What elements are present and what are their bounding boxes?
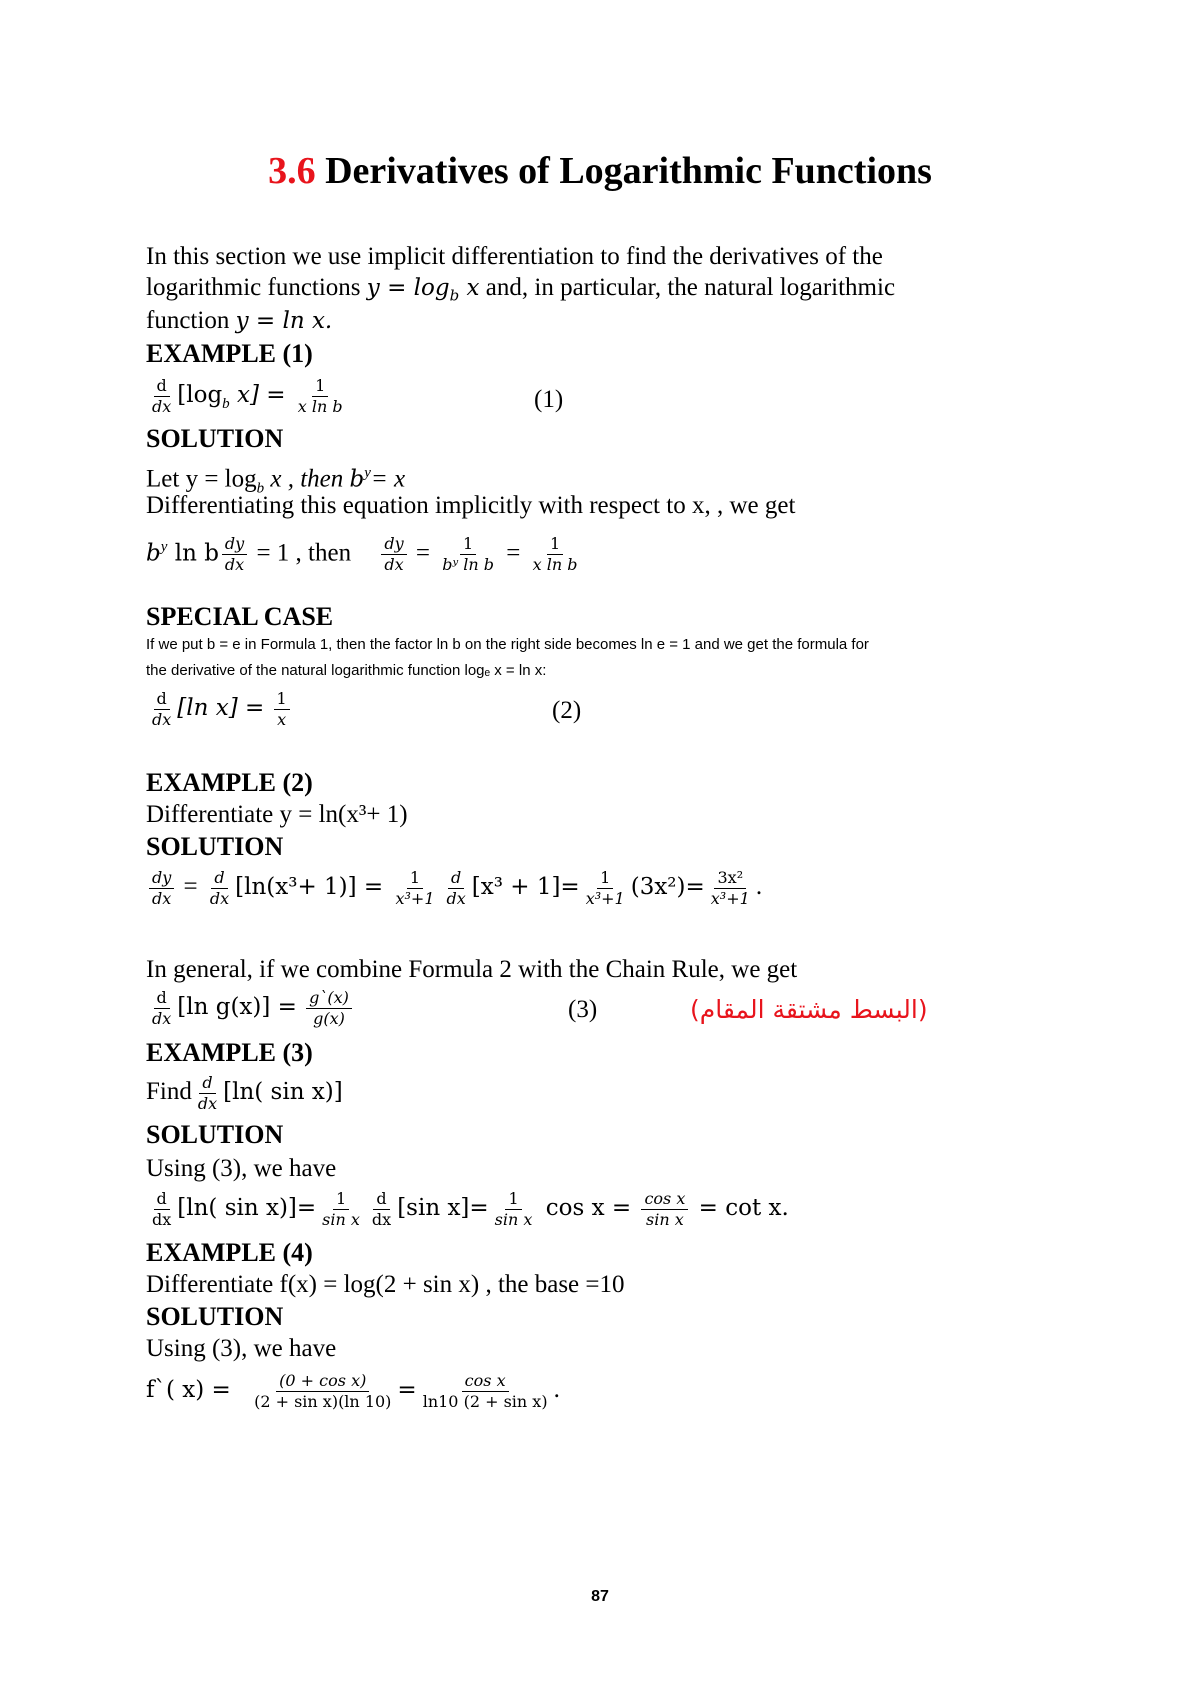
special-case-line-1: If we put b = e in Formula 1, then the factor ln b on the right side becomes ln e = 1 and we get the formula for bbox=[146, 636, 869, 653]
fraction: $\frac{1}{\text{bʸ ln b}}$ bbox=[442, 534, 495, 575]
fraction: $\frac{1}{\text{sin x}}$ bbox=[494, 1188, 533, 1229]
fraction: $\frac{d}{dx}$ bbox=[152, 1188, 172, 1229]
example-3-statement: Find $\frac{d}{dx}$ [ln( sin x)] bbox=[146, 1072, 343, 1113]
example-1-diff-text: Differentiating this equation implicitly with respect to x, , we get bbox=[146, 492, 796, 519]
equation-number-1: (1) bbox=[534, 386, 564, 413]
fraction: $\frac{d}{dx}$ bbox=[446, 867, 466, 908]
section-title-text: Derivatives of Logarithmic Functions bbox=[325, 150, 932, 192]
intro-line-1: In this section we use implicit differentiation to find the derivatives of the bbox=[146, 243, 883, 270]
page-number: 87 bbox=[591, 1588, 609, 1605]
fraction: $\frac{dy}{dx}$ bbox=[222, 534, 247, 575]
intro-line-3 bbox=[146, 306, 332, 336]
fraction: $\frac{1}{\text{x ln b}}$ bbox=[532, 534, 578, 575]
example-1-solution-heading: SOLUTION bbox=[146, 424, 284, 453]
formula-1: $\frac{d}{dx}$ [$\log_b$ x] = $\frac{1}{\text{x ln b}}$ bbox=[146, 370, 349, 429]
general-line: In general, if we combine Formula 2 with the Chain Rule, we get bbox=[146, 956, 798, 983]
example-1-implicit: $b^y$ ln b $\frac{dy}{dx}$ = 1 , then $\frac{dy}{dx}$ = $\frac{1}{\text{bʸ ln b}}$ = $\frac{1}{\text{x ln b}}$ bbox=[146, 522, 583, 578]
section-number: 3.6 bbox=[268, 150, 316, 192]
example-2-heading: EXAMPLE (2) bbox=[146, 768, 313, 797]
example-1-let: Let $y = \log_b x$ , then $b^y= x$ bbox=[146, 465, 406, 497]
example-2-derivation: $\frac{dy}{dx}$ = $\frac{d}{dx}$ [ln(x³+ 1)] = $\frac{1}{\text{x³+1}}$ $\frac{d}{dx}$ [x³ + 1]= $\frac{1}{\text{x³+1}}$ (3x²)= $\frac{\text{3x²}}{\text{x³+1}}$ . bbox=[146, 862, 762, 912]
example-2-solution-heading: SOLUTION bbox=[146, 832, 284, 861]
fraction: $\frac{1}{x}$ bbox=[274, 689, 290, 730]
intro-text: function bbox=[146, 307, 236, 334]
intro-math-ln: y = ln x. bbox=[235, 308, 333, 334]
equation-number-2: (2) bbox=[552, 697, 582, 724]
fraction: $\frac{g`(x)}{g(x)}$ bbox=[306, 988, 352, 1029]
example-4-heading: EXAMPLE (4) bbox=[146, 1238, 313, 1267]
fraction: $\frac{1}{\text{x ln b}}$ bbox=[297, 375, 343, 416]
special-case-line-2: the derivative of the natural logarithmic function logₑ x = ln x: bbox=[146, 662, 547, 679]
fraction: $\frac{d}{dx}$ bbox=[152, 688, 172, 729]
section-title bbox=[0, 148, 1200, 194]
arabic-note: (البسط مشتقة المقام) bbox=[690, 995, 928, 1024]
fraction: $\frac{1}{\text{x³+1}}$ bbox=[395, 867, 435, 908]
example-3-heading: EXAMPLE (3) bbox=[146, 1038, 313, 1067]
fraction: $\frac{\text{3x²}}{\text{x³+1}}$ bbox=[710, 867, 750, 908]
fraction: $\frac{d}{dx}$ bbox=[197, 1072, 218, 1113]
fraction: $\frac{d}{dx}$ bbox=[209, 867, 230, 908]
fraction: $\frac{\text{cos x}}{\text{sin x}}$ bbox=[641, 1189, 688, 1230]
example-4-statement: Differentiate f(x) = log(2 + sin x) , the base =10 bbox=[146, 1271, 625, 1298]
fraction: $\frac{dy}{dx}$ bbox=[149, 868, 174, 909]
example-1-heading: EXAMPLE (1) bbox=[146, 339, 313, 368]
fraction: $\frac{dy}{dx}$ bbox=[381, 534, 406, 575]
intro-math-log: $y = \log_b x$ bbox=[366, 275, 480, 305]
intro-text: logarithmic functions bbox=[146, 274, 361, 301]
formula-2: $\frac{d}{dx}$ [ln x] = $\frac{1}{x}$ bbox=[146, 683, 293, 733]
fraction: $\frac{d}{dx}$ bbox=[152, 987, 172, 1028]
equation-number-3: (3) bbox=[568, 996, 598, 1023]
example-4-derivation: f`( x) = $\frac{\text{(0 + cos x)}}{\text{(2 + sin x)(ln 10)}}$ = $\frac{\text{cos x}}{\text{ln10 (2 + sin x)}}$ . bbox=[146, 1370, 560, 1411]
fraction: $\frac{1}{\text{x³+1}}$ bbox=[585, 867, 625, 908]
fraction: $\frac{\text{cos x}}{\text{ln10 (2 + sin x)}}$ bbox=[422, 1370, 548, 1411]
example-3-solution-heading: SOLUTION bbox=[146, 1120, 284, 1149]
example-4-solution-heading: SOLUTION bbox=[146, 1302, 284, 1331]
intro-text-tail: and, in particular, the natural logarithmic bbox=[479, 274, 896, 301]
intro-line-2 bbox=[146, 273, 895, 311]
fraction: $\frac{\text{(0 + cos x)}}{\text{(2 + sin x)(ln 10)}}$ bbox=[254, 1370, 392, 1411]
example-2-statement: Differentiate y = ln(x³+ 1) bbox=[146, 801, 408, 828]
fraction: $\frac{1}{\text{sin x}}$ bbox=[322, 1188, 360, 1229]
example-3-using: Using (3), we have bbox=[146, 1155, 337, 1182]
fraction: $\frac{d}{dx}$ bbox=[371, 1188, 392, 1229]
example-3-derivation: $\frac{d}{dx}$ [ln( sin x)]= $\frac{1}{\text{sin x}}$ $\frac{d}{dx}$ [sin x]= $\frac{1}{\text{sin x}}$ cos x = $\frac{\text{cos x}}{\text{sin x}}$ = cot x. bbox=[146, 1183, 789, 1233]
example-4-using: Using (3), we have bbox=[146, 1335, 337, 1362]
special-case-heading: SPECIAL CASE bbox=[146, 602, 334, 631]
formula-3: $\frac{d}{dx}$ [ln g(x)] = $\frac{g`(x)}{g(x)}$ bbox=[146, 982, 355, 1032]
fraction: $\frac{d}{dx}$ bbox=[152, 375, 172, 416]
